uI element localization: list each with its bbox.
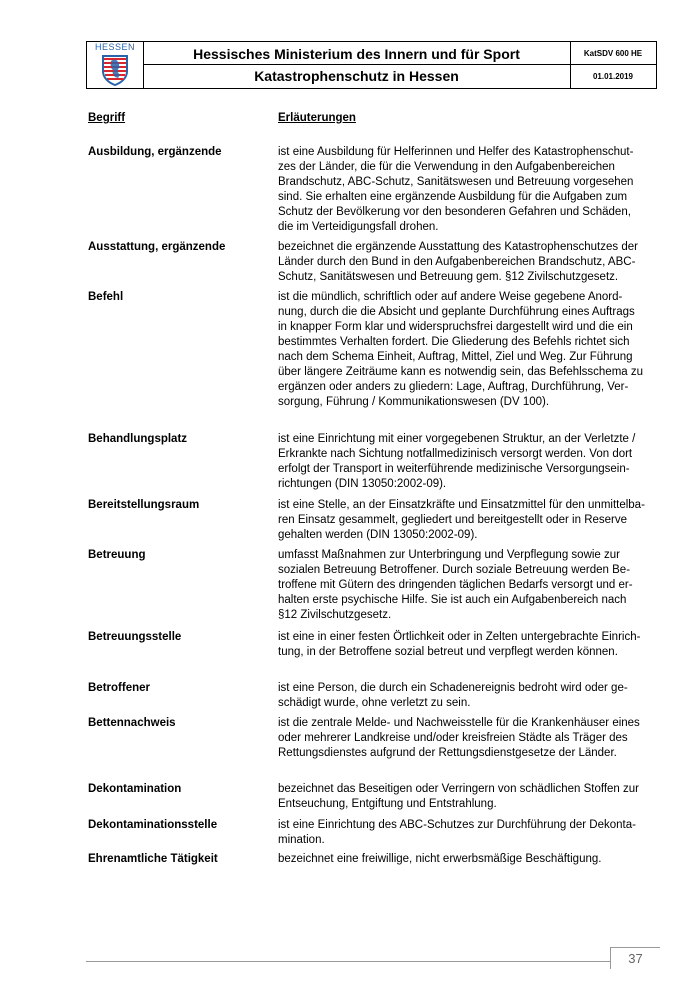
glossary-term: Dekontaminationsstelle [88, 819, 218, 831]
glossary-definition: ist eine Person, die durch ein Schadenereignis bedroht wird oder ge- schädigt wurde, ohne verletzt zu sein. [278, 682, 628, 709]
column-header-definition: Erläuterungen [278, 112, 356, 124]
glossary-term: Behandlungsplatz [88, 433, 188, 445]
glossary-definition: ist eine Stelle, an der Einsatzkräfte und Einsatzmittel für den unmittelba- ren Einsatz gesammelt, gegliedert und bereitgestellt oder in Reserve gehalten werden (DIN 13050:2002-09). [278, 499, 645, 541]
column-header-term: Begriff [88, 112, 126, 124]
glossary-term: Betroffener [88, 682, 150, 694]
glossary-definition: bezeichnet die ergänzende Ausstattung des Katastrophenschutzes der Länder durch den Bund in den Aufgabenbereichen Brandschutz, ABC- Schutz, Sanitätswesen und Betreuung gem. §12 Zivilschutzgesetz. [278, 241, 638, 283]
doc-date: 01.01.2019 [592, 72, 634, 81]
glossary-term: Ausstattung, ergänzende [88, 241, 226, 253]
glossary-definition: ist eine Einrichtung des ABC-Schutzes zur Durchführung der Dekonta- mination. [278, 819, 636, 846]
glossary-definition: ist eine Einrichtung mit einer vorgegebenen Struktur, an der Verletzte / Erkrankte nach Sichtung notfallmedizinisch versorgt werden. Von dort erfolgt der Transport in weiterführende medizinische Versorgungsein- richtungen (DIN 13050:2002-09). [278, 433, 636, 490]
glossary-definition: ist die zentrale Melde- und Nachweisstelle für die Krankenhäuser eines oder mehrerer Landkreise und/oder kreisfreien Städte als Träger des Rettungsdienstes aufgrund der Rettungsdienstgesetze der Länder. [278, 717, 640, 759]
header-title-cell [143, 42, 571, 88]
hessen-logo [87, 42, 144, 88]
glossary-definition: bezeichnet eine freiwillige, nicht erwerbsmäßige Beschäftigung. [278, 853, 602, 865]
page-number: 37 [610, 947, 660, 969]
glossary-definition: ist eine in einer festen Örtlichkeit oder in Zelten untergebrachte Einrich- tung, in der Betroffene sozial betreut und verpflegt werden können. [278, 631, 641, 658]
glossary-term: Ehrenamtliche Tätigkeit [88, 853, 218, 865]
glossary-term: Bereitstellungsraum [88, 499, 200, 511]
document-header [86, 41, 657, 89]
doc-code: KatSDV 600 HE [570, 42, 656, 65]
glossary-term: Betreuung [88, 549, 146, 561]
header-subtitle: Katastrophenschutz in Hessen [254, 68, 459, 84]
glossary-term: Bettennachweis [88, 717, 176, 729]
header-meta-cell [570, 42, 656, 88]
glossary-term: Betreuungsstelle [88, 631, 182, 643]
glossary-definition: bezeichnet das Beseitigen oder Verringern von schädlichen Stoffen zur Entseuchung, Entgiftung und Entstrahlung. [278, 783, 639, 810]
footer-rule [86, 961, 610, 962]
glossary-term: Befehl [88, 291, 124, 303]
logo-text: HESSEN [94, 42, 135, 52]
glossary-definition: umfasst Maßnahmen zur Unterbringung und Verpflegung sowie zur sozialen Betreuung Betroffener. Durch soziale Betreuung werden Be- troffene mit Gütern des dringenden täglichen Bedarfs versorgt und er- halten erste psychische Hilfe. Sie ist auch ein Aufgabenbereich nach §12 Zivilschutzgesetz. [278, 549, 633, 621]
glossary-definition: ist die mündlich, schriftlich oder auf andere Weise gegebene Anord- nung, durch die die Absicht und geplante Durchführung eines Auftrags in knapper Form klar und widerspruchsfrei dargestellt wird und die ein bestimmtes Verhalten fordert. Die Gliederung des Befehls richtet sich nach dem Schema Einheit, Auftrag, Mittel, Ziel und Weg. Zur Führung über längere Zeiträume kann es notwendig sein, das Befehlsschema zu ergänzen oder anders zu gliedern: Lage, Auftrag, Durchführung, Ver- sorgung, Führung / Kommunikationswesen (DV 100). [278, 291, 644, 408]
hessen-lion-crest-icon [100, 53, 130, 87]
glossary-term: Ausbildung, ergänzende [88, 146, 222, 158]
glossary-term: Dekontamination [88, 783, 182, 795]
header-title: Hessisches Ministerium des Innern und für Sport [143, 42, 570, 65]
glossary-definition: ist eine Ausbildung für Helferinnen und Helfer des Katastrophenschut- zes der Länder, die für die Verwendung in den Aufgabenbereichen Brandschutz, ABC-Schutz, Sanitätswesen und Betreuung vorgesehen sind. Sie erhalten eine ergänzende Ausbildung für die Aufgaben zum Schutz der Bevölkerung vor den besonderen Gefahren und Schäden, die im Verteidigungsfall drohen. [278, 146, 634, 233]
